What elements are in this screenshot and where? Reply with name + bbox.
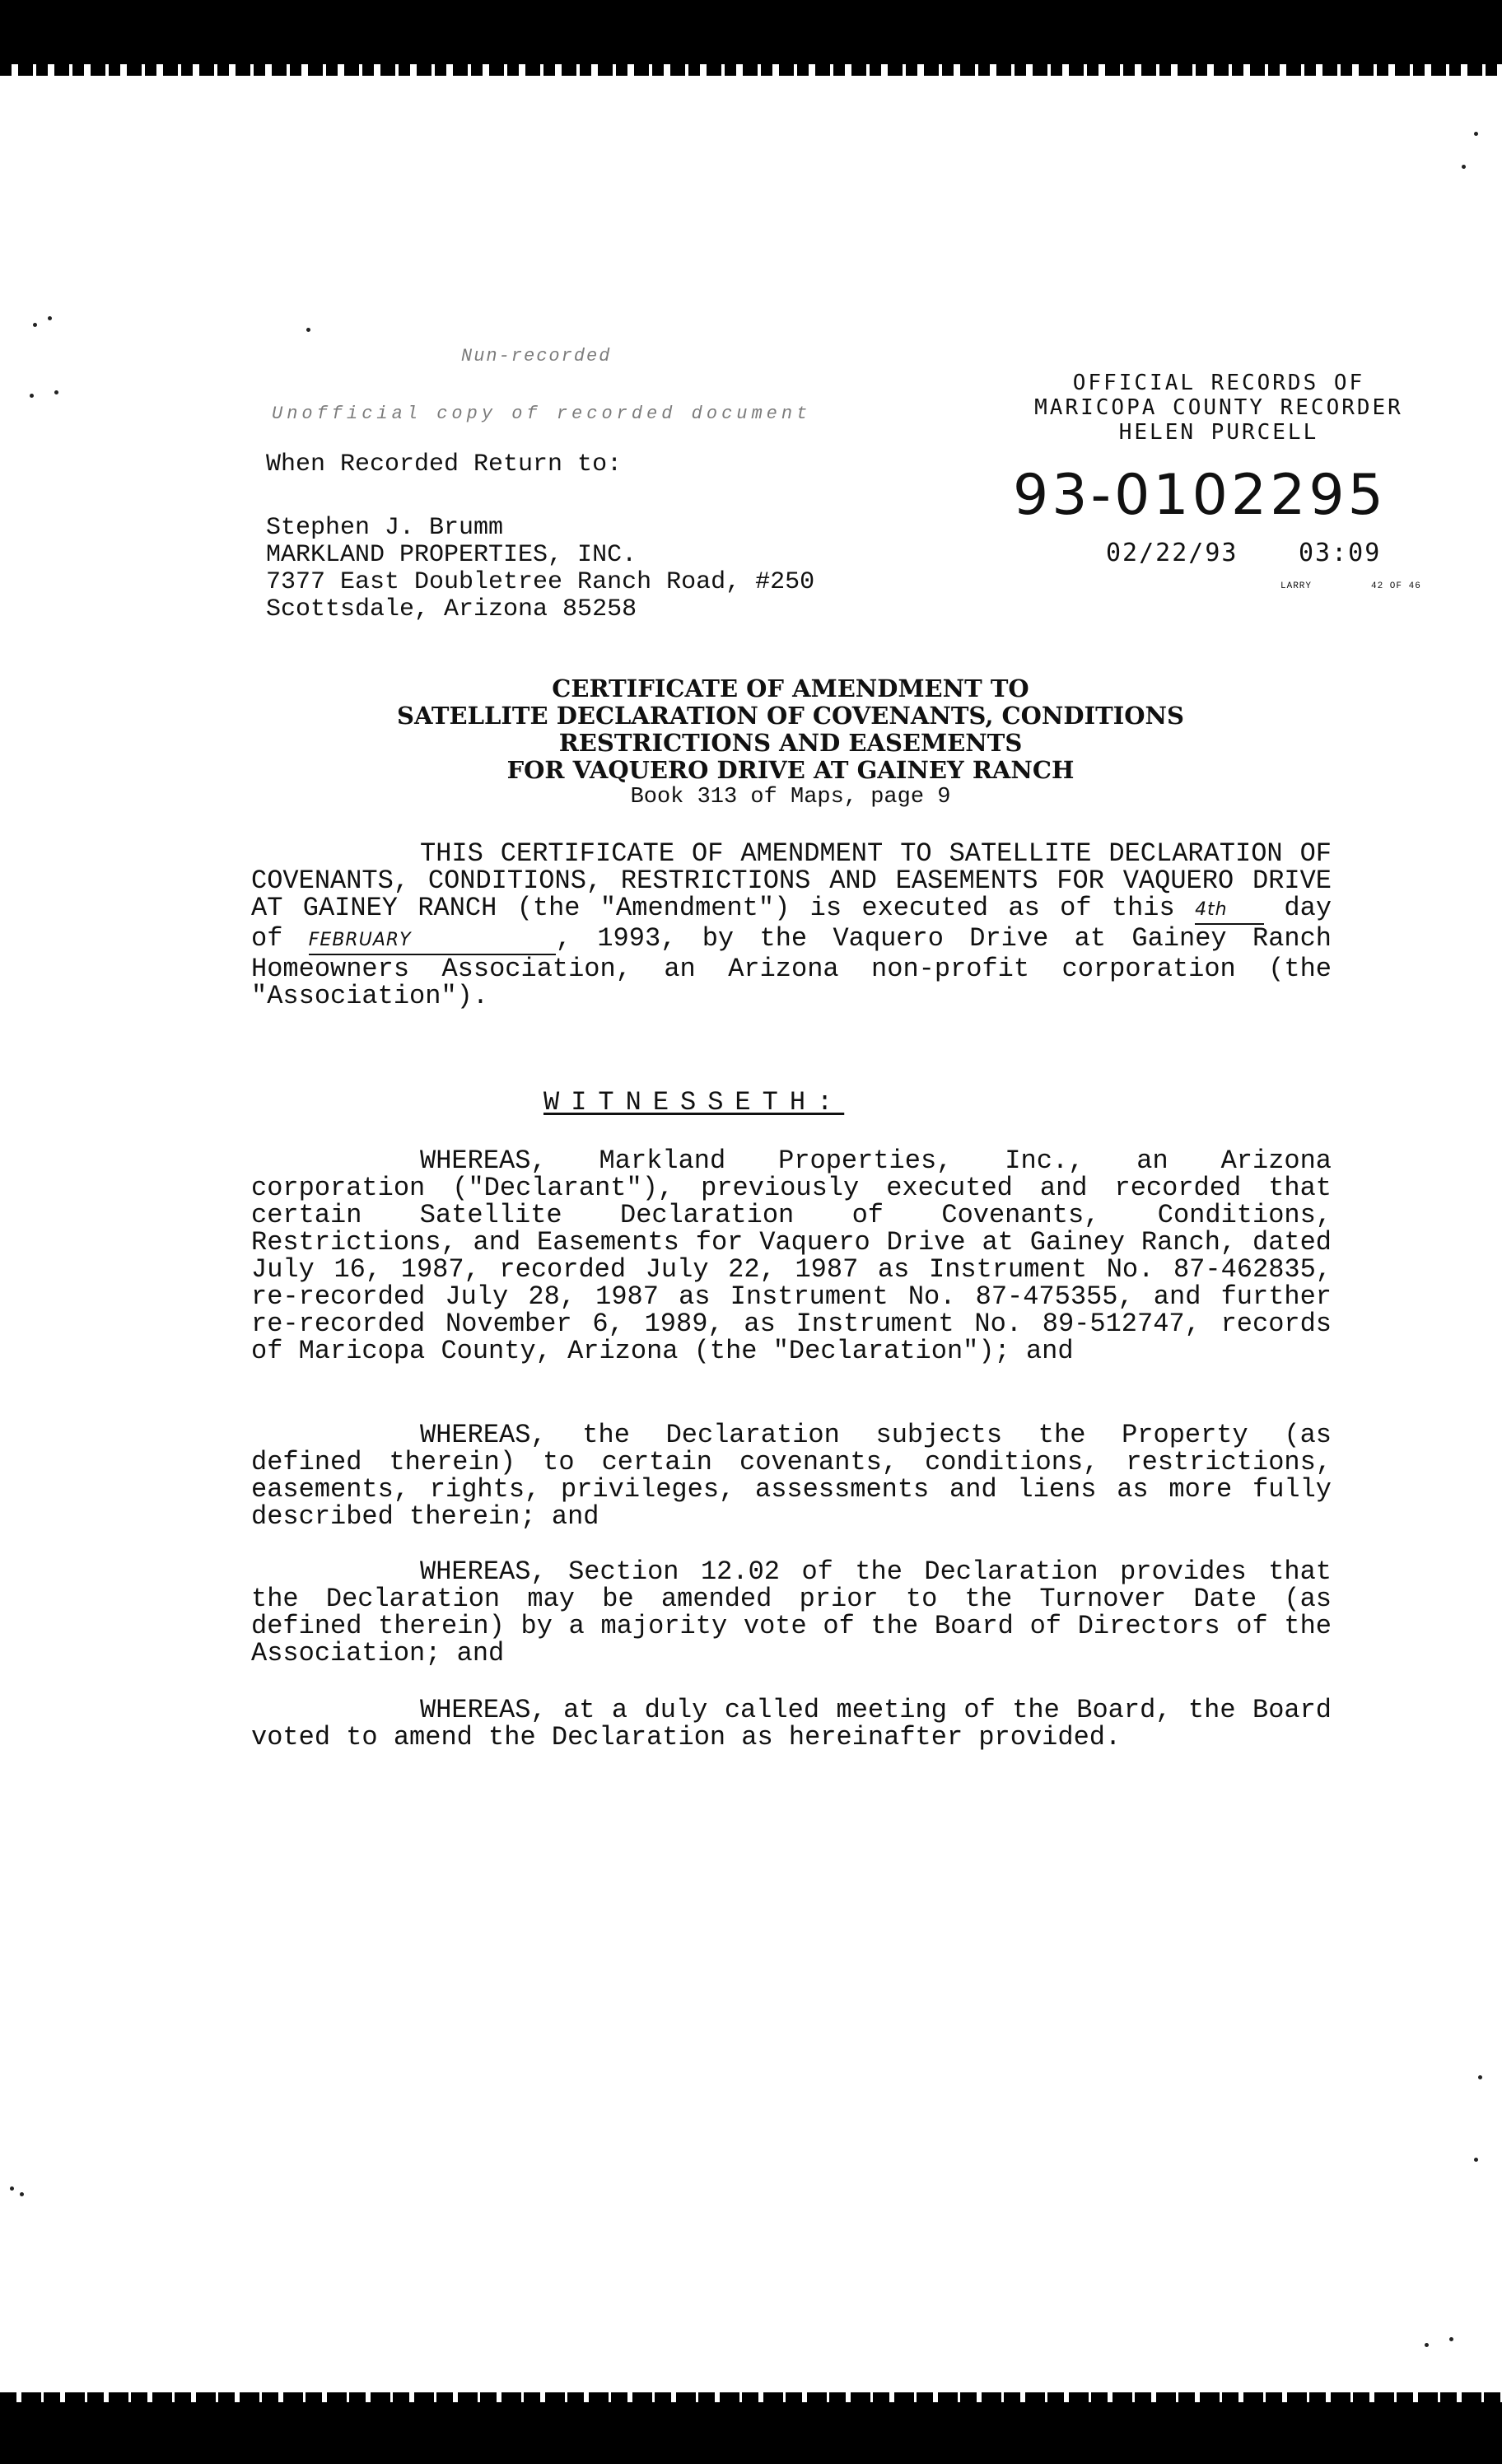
handwritten-month: FEBRUARY [309,926,556,955]
return-address-line-1: 7377 East Doubletree Ranch Road, #250 [266,568,815,596]
return-name: Stephen J. Brumm [266,514,504,542]
scan-speck [1478,2075,1482,2079]
intro-text-b: day of [251,893,1332,954]
title-line-1: CERTIFICATE OF AMENDMENT TO [552,674,1029,702]
faint-stamp-line-1: Nun-recorded [461,346,612,366]
recording-clerk: LARRY [1280,581,1313,591]
title-line-4: FOR VAQUERO DRIVE AT GAINEY RANCH [506,756,1075,784]
recital-paragraph [251,1696,1332,1751]
recital-paragraph [251,1421,1332,1530]
handwritten-day: 4th [1195,896,1264,925]
title-line-3: RESTRICTIONS AND EASEMENTS [558,729,1023,757]
intro-text-c: , 1993, by the Vaquero Drive at Gainey Ranch Homeowners Association, an Arizona non-profit corporation (the "Association"). [251,923,1332,1011]
scan-speck [1462,165,1466,169]
recorder-line-1: OFFICIAL RECORDS OF [1072,371,1365,395]
recorder-line-2: MARICOPA COUNTY RECORDER [1034,395,1403,420]
recital-3-text: WHEREAS, Section 12.02 of the Declaration provides that the Declaration may be amended prior to the Turnover Date (as defined therein) by a majority vote of the Board of Directors of the Association; and [251,1556,1332,1668]
scan-speck [306,328,310,332]
scan-border-bottom [0,2392,1502,2464]
scan-speck [10,2186,14,2191]
recital-1-text: WHEREAS, Markland Properties, Inc., an Arizona corporation ("Declarant"), previously executed and recorded that certain Satellite Declaration of Covenants, Conditions, Restrictions, and Easements for Vaquero Drive at Gainey Ranch, dated July 16, 1987, recorded July 22, 1987 as Instrument No. 87-462835, re-recorded July 28, 1987 as Instrument No. 87-475355, and further re-recorded November 6, 1989, as Instrument No. 89-512747, records of Maricopa County, Arizona (the "Declaration"); and [251,1146,1332,1366]
scan-speck [20,2192,24,2196]
witnesseth-heading: WITNESSETH: [543,1087,845,1118]
recording-number: 93-0102295 [1013,463,1387,528]
return-label: When Recorded Return to: [266,450,623,478]
recital-4-text: WHEREAS, at a duly called meeting of the Board, the Board voted to amend the Declaration as hereinafter provided. [251,1695,1332,1752]
recorder-office-block [988,371,1449,445]
recording-time: 03:09 [1299,539,1382,567]
scan-speck [1474,2158,1478,2162]
recital-paragraph [251,1558,1332,1667]
scan-speck [33,323,37,327]
recording-page-count: 42 OF 46 [1371,581,1421,591]
return-address-line-2: Scottsdale, Arizona 85258 [266,595,637,623]
scan-speck [48,316,52,320]
faint-stamp-line-2: Unofficial copy of recorded document [272,404,812,424]
scan-speck [1425,2343,1429,2347]
recording-date: 02/22/93 [1106,539,1238,567]
recital-2-text: WHEREAS, the Declaration subjects the Property (as defined therein) to certain covenants, conditions, restrictions, easements, rights, privileges, assessments and liens as more fully described therein; and [251,1420,1332,1532]
return-address-block [266,451,814,623]
document-title [255,675,1326,811]
intro-paragraph [251,840,1332,1010]
recital-paragraph [251,1147,1332,1365]
intro-text-a: THIS CERTIFICATE OF AMENDMENT TO SATELLITE DECLARATION OF COVENANTS, CONDITIONS, RESTRICTIONS AND EASEMENTS FOR VAQUERO DRIVE AT GAINEY RANCH (the "Amendment") is executed as of this [251,838,1332,923]
recorder-line-3: HELEN PURCELL [1118,420,1319,445]
return-company: MARKLAND PROPERTIES, INC. [266,541,637,569]
scan-speck [30,394,34,398]
title-line-2: SATELLITE DECLARATION OF COVENANTS, CONDITIONS [397,702,1184,730]
book-reference: Book 313 of Maps, page 9 [630,785,951,810]
scan-speck [1449,2337,1453,2341]
scan-border-top [0,0,1502,76]
scan-speck [54,390,58,394]
scan-speck [1474,132,1478,136]
